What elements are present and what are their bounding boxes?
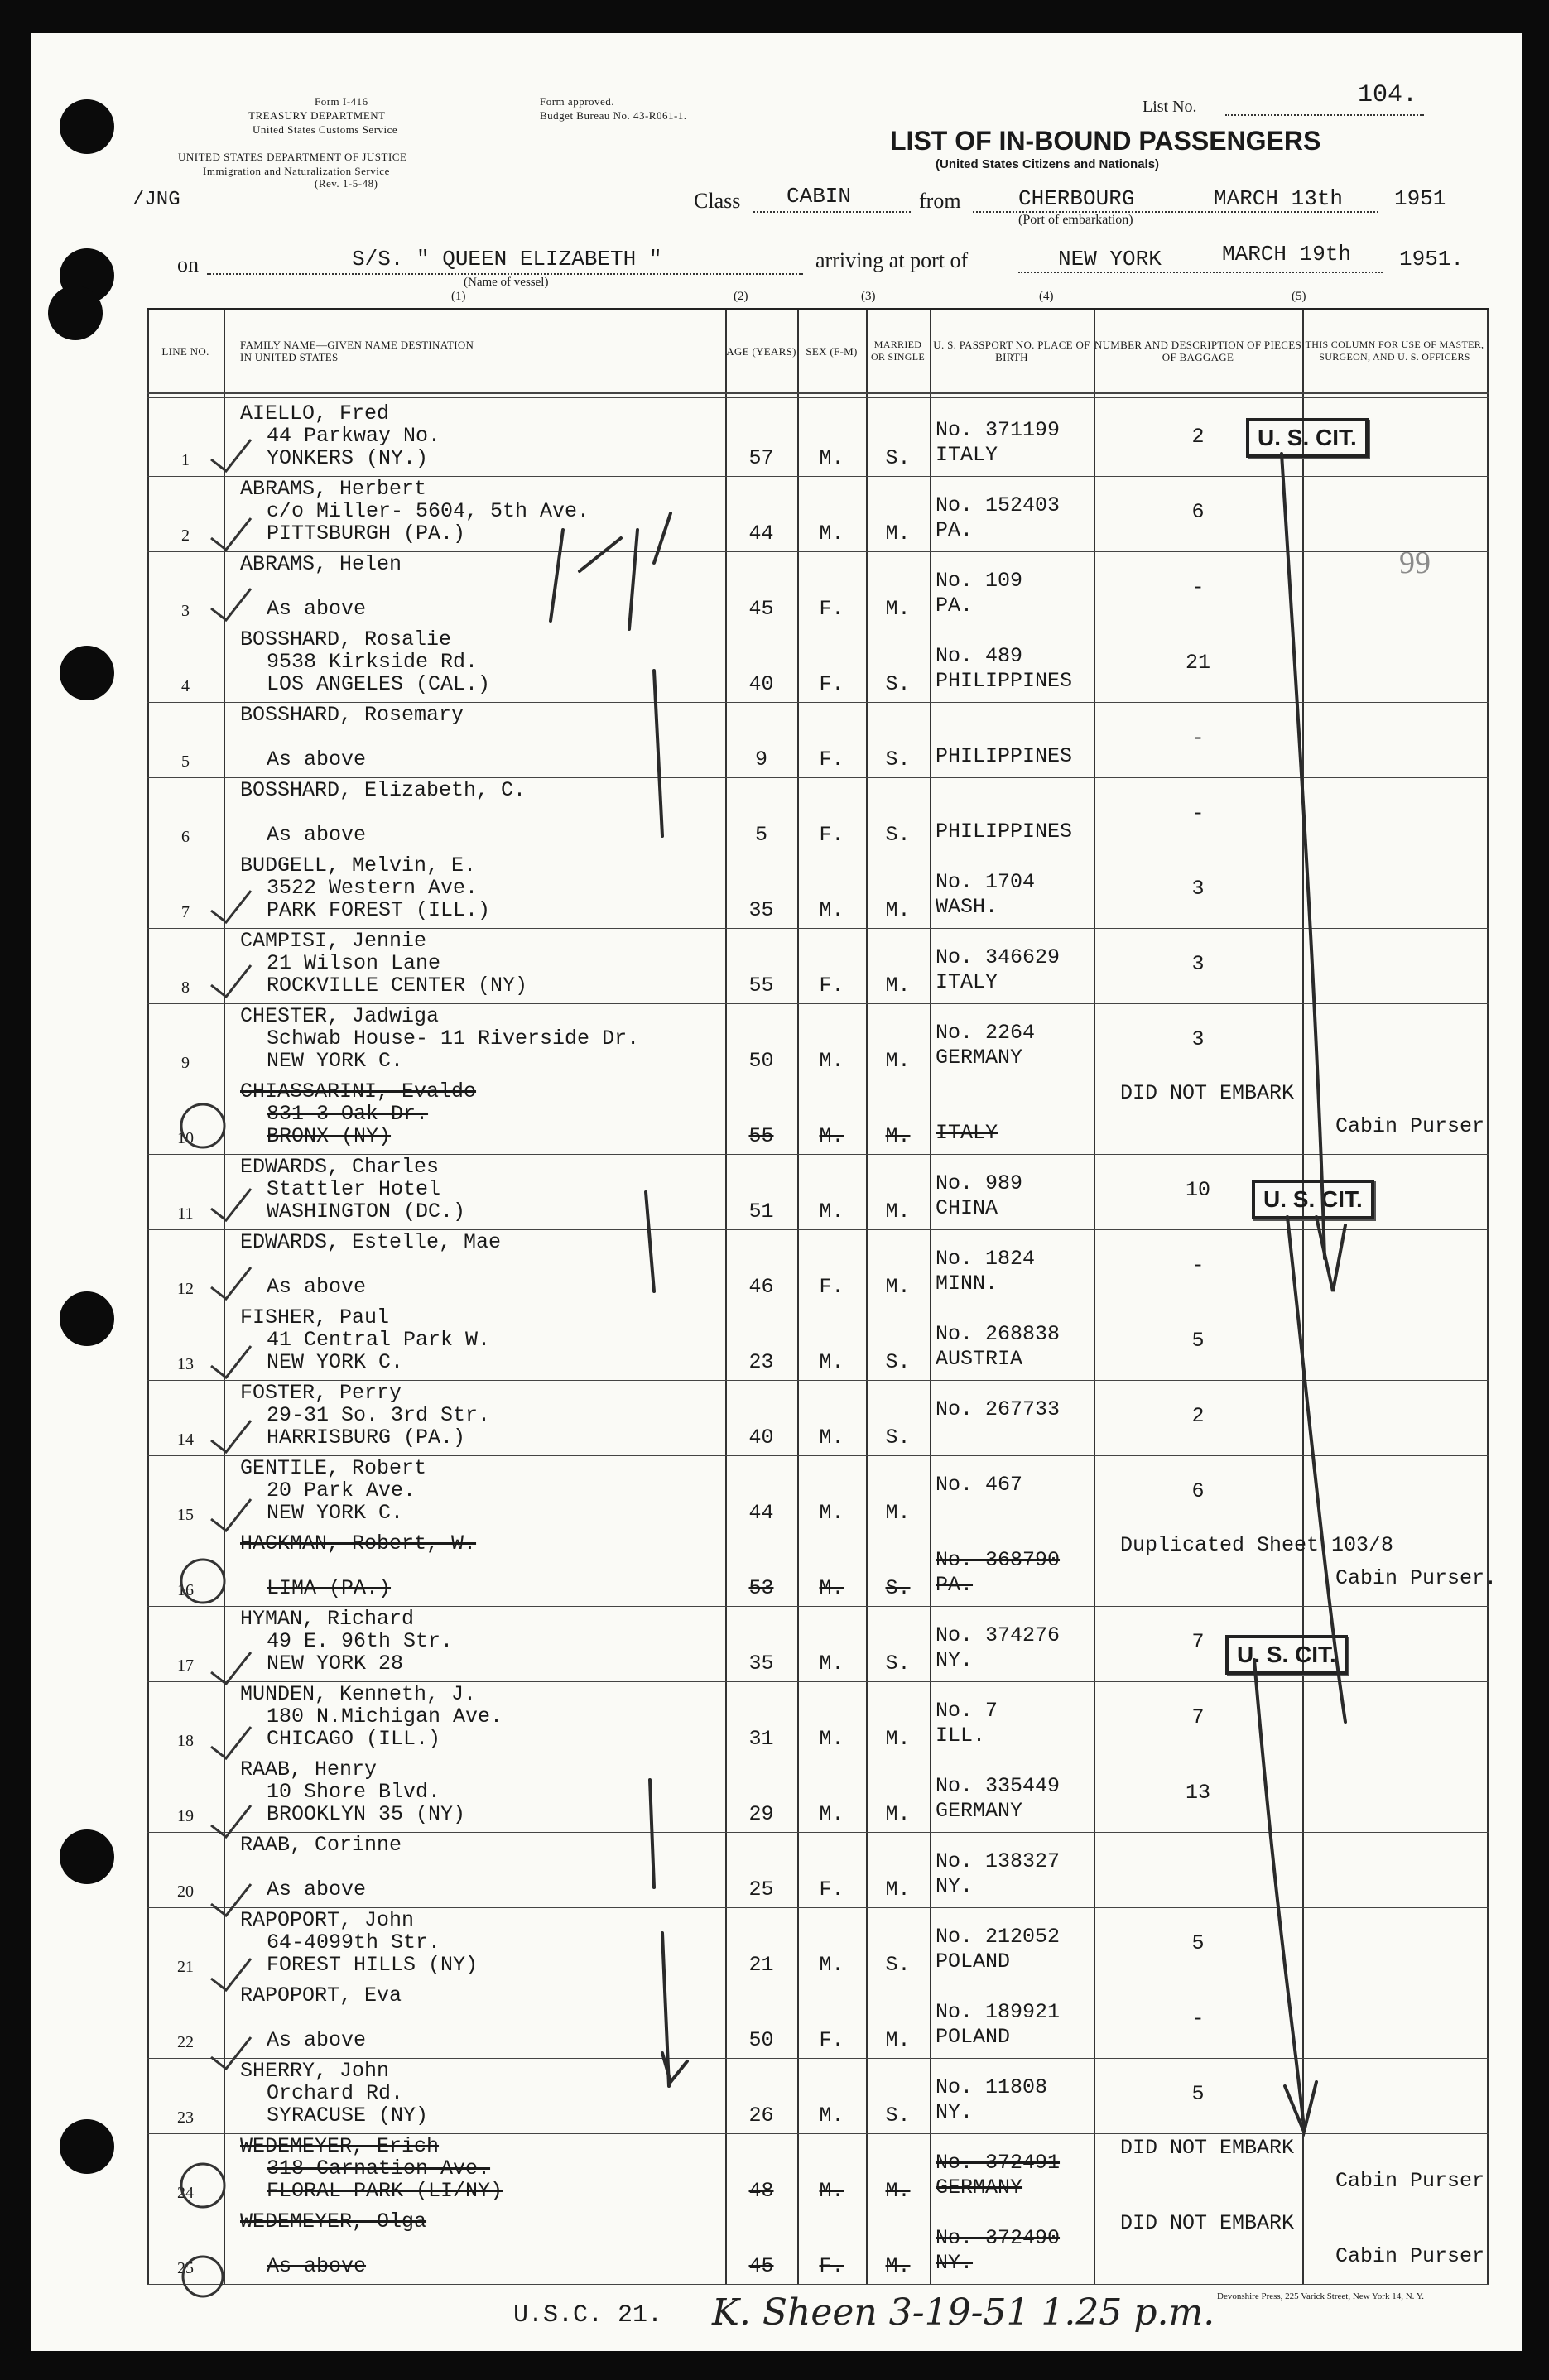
class-value: CABIN — [787, 184, 852, 209]
passport-number: No. 1704 — [936, 870, 1036, 894]
passenger-address: 318 Carnation Ave. — [267, 2156, 491, 2180]
header-age: AGE (YEARS) — [726, 344, 796, 358]
passport-number: No. 489 — [936, 644, 1023, 668]
passenger-marital: M. — [885, 597, 911, 621]
header-sex: SEX (F-M) — [806, 344, 858, 358]
place-of-birth: PA. — [936, 1573, 974, 1597]
passenger-age: 40 — [748, 672, 774, 696]
place-of-birth: MINN. — [936, 1272, 998, 1296]
passenger-sex: M. — [819, 1727, 844, 1751]
passenger-sex: M. — [819, 1576, 844, 1600]
passenger-marital: M. — [885, 974, 911, 998]
passenger-age: 35 — [748, 1652, 774, 1676]
passenger-name: HYMAN, Richard — [240, 1607, 415, 1631]
passenger-name: EDWARDS, Charles — [240, 1155, 440, 1179]
passenger-sex: M. — [819, 1953, 844, 1977]
baggage-count: 5 — [1191, 1329, 1205, 1353]
place-of-birth: NY. — [936, 2100, 974, 2124]
passenger-address: 44 Parkway No. — [267, 424, 441, 448]
line-number: 15 — [177, 1506, 194, 1524]
passenger-address: 9538 Kirkside Rd. — [267, 650, 479, 674]
baggage-count: - — [1191, 575, 1205, 599]
line-number: 1 — [181, 451, 190, 469]
header-baggage: NUMBER AND DESCRIPTION OF PIECES OF BAGGAGE — [1094, 339, 1302, 363]
baggage-count: 7 — [1191, 1630, 1205, 1654]
col-num-3: (3) — [861, 290, 876, 303]
passenger-name: GENTILE, Robert — [240, 1456, 427, 1480]
passenger-destination: NEW YORK 28 — [267, 1652, 404, 1676]
passenger-name: WEDEMEYER, Olga — [240, 2209, 427, 2233]
passenger-sex: M. — [819, 446, 844, 470]
passenger-name: WEDEMEYER, Erich — [240, 2134, 440, 2158]
passenger-sex: F. — [819, 2254, 844, 2278]
revision: (Rev. 1-5-48) — [315, 177, 378, 190]
baggage-count: 7 — [1191, 1705, 1205, 1729]
passenger-address: c/o Miller- 5604, 5th Ave. — [267, 499, 590, 523]
purser-note: Cabin Purser — [1335, 2169, 1485, 2193]
passenger-marital: S. — [885, 1652, 911, 1676]
header-line-no: LINE NO. — [161, 344, 209, 358]
passenger-age: 48 — [748, 2179, 774, 2203]
customs-service: United States Customs Service — [253, 123, 398, 136]
passenger-age: 45 — [748, 597, 774, 621]
passenger-sex: M. — [819, 1049, 844, 1073]
baggage-count: 2 — [1191, 425, 1205, 449]
place-of-birth: ILL. — [936, 1724, 986, 1748]
passport-number: No. 109 — [936, 569, 1023, 593]
passenger-destination: WASHINGTON (DC.) — [267, 1200, 466, 1224]
passenger-destination: LOS ANGELES (CAL.) — [267, 672, 491, 696]
passenger-name: CAMPISI, Jennie — [240, 929, 427, 953]
passenger-age: 25 — [748, 1878, 774, 1902]
passenger-sex: M. — [819, 1802, 844, 1826]
header-married: MARRIED OR SINGLE — [870, 339, 926, 363]
passenger-age: 46 — [748, 1275, 774, 1299]
passenger-destination: SYRACUSE (NY) — [267, 2104, 429, 2128]
port-note: (Port of embarkation) — [1018, 213, 1133, 227]
from-port: CHERBOURG — [1018, 186, 1135, 211]
baggage-count: 3 — [1191, 1027, 1205, 1051]
passenger-marital: S. — [885, 672, 911, 696]
passenger-name: RAPOPORT, Eva — [240, 1983, 402, 2007]
passenger-destination: FOREST HILLS (NY) — [267, 1953, 479, 1977]
passenger-address: 64-4099th Str. — [267, 1930, 441, 1954]
passenger-age: 53 — [748, 1576, 774, 1600]
passenger-sex: F. — [819, 974, 844, 998]
place-of-birth: GERMANY — [936, 2176, 1023, 2200]
passport-number: No. 7 — [936, 1699, 998, 1723]
treasury-dept: TREASURY DEPARTMENT — [248, 109, 386, 122]
line-number: 19 — [177, 1807, 194, 1825]
passenger-name: ABRAMS, Herbert — [240, 477, 427, 501]
col-num-2: (2) — [734, 290, 748, 303]
line-number: 10 — [177, 1129, 194, 1147]
passenger-destination: BROOKLYN 35 (NY) — [267, 1802, 466, 1826]
from-label: from — [919, 189, 961, 213]
arrival-port: NEW YORK — [1058, 247, 1162, 272]
passenger-marital: S. — [885, 446, 911, 470]
justice-dept: UNITED STATES DEPARTMENT OF JUSTICE — [178, 151, 407, 163]
baggage-count: 5 — [1191, 1931, 1205, 1955]
margin-stamp: 99 — [1399, 546, 1431, 580]
passenger-sex: F. — [819, 748, 844, 772]
passenger-name: ABRAMS, Helen — [240, 552, 402, 576]
passenger-destination: As above — [267, 1275, 367, 1299]
passport-number: No. 372490 — [936, 2226, 1061, 2250]
place-of-birth: NY. — [936, 1874, 974, 1898]
passenger-sex: M. — [819, 898, 844, 922]
passport-number: No. 267733 — [936, 1397, 1061, 1421]
passenger-destination: FLORAL PARK (LI/NY) — [267, 2179, 503, 2203]
passenger-destination: As above — [267, 1878, 367, 1902]
line-number: 14 — [177, 1430, 194, 1449]
place-of-birth: ITALY — [936, 443, 998, 467]
passenger-name: BOSSHARD, Rosalie — [240, 627, 452, 651]
line-number: 7 — [181, 903, 190, 921]
passenger-age: 31 — [748, 1727, 774, 1751]
passenger-sex: M. — [819, 2104, 844, 2128]
line-number: 22 — [177, 2033, 194, 2051]
passenger-age: 29 — [748, 1802, 774, 1826]
vessel-note: (Name of vessel) — [464, 276, 549, 289]
passport-number: No. 1824 — [936, 1247, 1036, 1271]
passenger-sex: M. — [819, 1200, 844, 1224]
passenger-age: 21 — [748, 1953, 774, 1977]
passenger-marital: M. — [885, 1802, 911, 1826]
place-of-birth: CHINA — [936, 1196, 998, 1220]
passenger-address: 20 Park Ave. — [267, 1478, 416, 1503]
passport-number: No. 372491 — [936, 2151, 1061, 2175]
passenger-destination: CHICAGO (ILL.) — [267, 1727, 441, 1751]
place-of-birth: PHILIPPINES — [936, 744, 1073, 768]
passenger-marital: S. — [885, 748, 911, 772]
passenger-address: Orchard Rd. — [267, 2081, 404, 2105]
passenger-age: 55 — [748, 974, 774, 998]
passenger-marital: M. — [885, 2179, 911, 2203]
passenger-sex: M. — [819, 2179, 844, 2203]
passenger-name: CHIASSARINI, Evaldo — [240, 1079, 477, 1103]
on-label: on — [177, 252, 199, 276]
passport-number: No. 346629 — [936, 945, 1061, 969]
passenger-address: 41 Central Park W. — [267, 1328, 491, 1352]
passenger-destination: YONKERS (NY.) — [267, 446, 429, 470]
passport-number: No. 2264 — [936, 1021, 1036, 1045]
departure-date: MARCH 13th — [1214, 186, 1344, 211]
purser-note: Cabin Purser. — [1335, 1566, 1498, 1590]
passenger-destination: As above — [267, 597, 367, 621]
baggage-count: 5 — [1191, 2082, 1205, 2106]
passenger-name: HACKMAN, Robert, W. — [240, 1531, 477, 1555]
passenger-destination: NEW YORK C. — [267, 1501, 404, 1525]
passenger-marital: M. — [885, 2028, 911, 2052]
baggage-count: 13 — [1185, 1781, 1210, 1805]
passenger-destination: ROCKVILLE CENTER (NY) — [267, 974, 528, 998]
inspector-signature: K. Sheen 3-19-51 1.25 p.m. — [712, 2291, 1215, 2334]
passenger-marital: S. — [885, 1576, 911, 1600]
passenger-marital: M. — [885, 1275, 911, 1299]
passenger-name: EDWARDS, Estelle, Mae — [240, 1230, 502, 1254]
passenger-destination: NEW YORK C. — [267, 1049, 404, 1073]
passport-number: No. 374276 — [936, 1623, 1061, 1647]
line-number: 11 — [177, 1204, 194, 1223]
header-name: FAMILY NAME—GIVEN NAME DESTINATION IN UNITED STATES — [240, 339, 474, 363]
status-note: DID NOT EMBARK — [1120, 1081, 1295, 1105]
baggage-count: 6 — [1191, 1479, 1205, 1503]
passenger-marital: M. — [885, 1878, 911, 1902]
passenger-age: 40 — [748, 1426, 774, 1450]
place-of-birth: AUSTRIA — [936, 1347, 1023, 1371]
baggage-count: 21 — [1185, 651, 1210, 675]
form-number: Form I-416 — [315, 95, 368, 108]
place-of-birth: PHILIPPINES — [936, 820, 1073, 844]
us-citizen-stamp: U. S. CIT. — [1246, 418, 1369, 458]
col-num-1: (1) — [451, 290, 466, 303]
passenger-sex: F. — [819, 672, 844, 696]
line-number: 5 — [181, 752, 190, 771]
list-no-value: 104. — [1358, 81, 1418, 109]
arriving-label: arriving at port of — [815, 248, 969, 272]
passenger-destination: As above — [267, 823, 367, 847]
arrival-date: MARCH 19th — [1222, 242, 1352, 267]
place-of-birth: POLAND — [936, 2025, 1011, 2049]
place-of-birth: NY. — [936, 1648, 974, 1672]
passenger-destination: As above — [267, 2254, 367, 2278]
line-number: 25 — [177, 2259, 194, 2277]
passenger-name: MUNDEN, Kenneth, J. — [240, 1682, 477, 1706]
passenger-name: BOSSHARD, Rosemary — [240, 703, 464, 727]
form-subtitle: (United States Citizens and Nationals) — [936, 157, 1160, 171]
passenger-address: 49 E. 96th Str. — [267, 1629, 454, 1653]
passenger-address: Schwab House- 11 Riverside Dr. — [267, 1027, 640, 1051]
line-number: 16 — [177, 1581, 194, 1599]
baggage-count: 3 — [1191, 877, 1205, 901]
place-of-birth: POLAND — [936, 1950, 1011, 1974]
passenger-address: 3522 Western Ave. — [267, 876, 479, 900]
passenger-marital: M. — [885, 1124, 911, 1148]
baggage-count: - — [1191, 801, 1205, 825]
clerk-initials: /JNG — [132, 189, 180, 211]
passenger-destination: BRONX (NY) — [267, 1124, 392, 1148]
baggage-count: 3 — [1191, 952, 1205, 976]
passport-number: No. 989 — [936, 1171, 1023, 1195]
line-number: 21 — [177, 1958, 194, 1976]
passport-number: No. 335449 — [936, 1774, 1061, 1798]
form-approved: Form approved. — [540, 95, 615, 108]
passenger-age: 50 — [748, 1049, 774, 1073]
header-officers: THIS COLUMN FOR USE OF MASTER, SURGEON, AND U. S. OFFICERS — [1305, 339, 1484, 363]
passenger-age: 51 — [748, 1200, 774, 1224]
line-number: 12 — [177, 1280, 194, 1298]
baggage-count: - — [1191, 726, 1205, 750]
passenger-age: 45 — [748, 2254, 774, 2278]
baggage-count: 6 — [1191, 500, 1205, 524]
line-number: 8 — [181, 978, 190, 997]
list-no-label: List No. — [1143, 98, 1197, 116]
passenger-marital: M. — [885, 1200, 911, 1224]
line-number: 18 — [177, 1732, 194, 1750]
passenger-name: AIELLO, Fred — [240, 401, 390, 426]
passenger-age: 5 — [754, 823, 767, 847]
vessel-name: S/S. " QUEEN ELIZABETH " — [352, 247, 662, 272]
us-citizen-stamp: U. S. CIT. — [1252, 1180, 1374, 1219]
place-of-birth: ITALY — [936, 1121, 998, 1145]
place-of-birth: PA. — [936, 518, 974, 542]
passenger-sex: F. — [819, 597, 844, 621]
passenger-sex: M. — [819, 1124, 844, 1148]
place-of-birth: NY. — [936, 2251, 974, 2275]
line-number: 4 — [181, 677, 190, 695]
passenger-age: 44 — [748, 1501, 774, 1525]
passenger-age: 44 — [748, 522, 774, 546]
departure-year: 1951 — [1394, 186, 1446, 211]
passenger-address: 29-31 So. 3rd Str. — [267, 1403, 491, 1427]
printer-credit: Devonshire Press, 225 Varick Street, New York 14, N. Y. — [1217, 2291, 1425, 2301]
passenger-sex: F. — [819, 1275, 844, 1299]
baggage-count: - — [1191, 1253, 1205, 1277]
passenger-address: 180 N.Michigan Ave. — [267, 1704, 503, 1729]
passenger-marital: S. — [885, 2104, 911, 2128]
passenger-sex: F. — [819, 823, 844, 847]
passenger-destination: LIMA (PA.) — [267, 1576, 392, 1600]
passenger-name: BOSSHARD, Elizabeth, C. — [240, 778, 527, 802]
passenger-marital: M. — [885, 522, 911, 546]
passport-number: No. 138327 — [936, 1849, 1061, 1873]
passenger-address: Stattler Hotel — [267, 1177, 441, 1201]
line-number: 6 — [181, 828, 190, 846]
passenger-name: FOSTER, Perry — [240, 1381, 402, 1405]
passenger-age: 23 — [748, 1350, 774, 1374]
passenger-destination: As above — [267, 2028, 367, 2052]
status-note: DID NOT EMBARK — [1120, 2211, 1295, 2235]
passenger-destination: As above — [267, 748, 367, 772]
passenger-marital: M. — [885, 1501, 911, 1525]
passenger-name: RAPOPORT, John — [240, 1908, 415, 1932]
status-note: DID NOT EMBARK — [1120, 2136, 1295, 2160]
passenger-name: FISHER, Paul — [240, 1305, 390, 1329]
place-of-birth: PHILIPPINES — [936, 669, 1073, 693]
passenger-address: 831 3 Oak Dr. — [267, 1102, 429, 1126]
passenger-marital: M. — [885, 2254, 911, 2278]
us-citizen-stamp: U. S. CIT. — [1225, 1635, 1348, 1675]
place-of-birth: GERMANY — [936, 1046, 1023, 1070]
line-number: 13 — [177, 1355, 194, 1373]
place-of-birth: ITALY — [936, 970, 998, 994]
passenger-sex: M. — [819, 1652, 844, 1676]
passenger-age: 35 — [748, 898, 774, 922]
passenger-marital: S. — [885, 1426, 911, 1450]
status-note: Duplicated Sheet 103/8 — [1120, 1533, 1394, 1557]
passenger-marital: M. — [885, 1727, 911, 1751]
passenger-sex: M. — [819, 1350, 844, 1374]
passenger-name: RAAB, Henry — [240, 1757, 378, 1781]
passenger-age: 55 — [748, 1124, 774, 1148]
passenger-name: BUDGELL, Melvin, E. — [240, 853, 477, 877]
passport-number: No. 467 — [936, 1473, 1023, 1497]
passenger-age: 50 — [748, 2028, 774, 2052]
line-number: 24 — [177, 2184, 194, 2202]
passenger-destination: PITTSBURGH (PA.) — [267, 522, 466, 546]
passenger-sex: F. — [819, 2028, 844, 2052]
class-label: Class — [694, 189, 741, 213]
passenger-address: 21 Wilson Lane — [267, 951, 441, 975]
passenger-age: 57 — [748, 446, 774, 470]
passenger-age: 26 — [748, 2104, 774, 2128]
passenger-name: RAAB, Corinne — [240, 1833, 402, 1857]
ins-service: Immigration and Naturalization Service — [203, 165, 390, 177]
form-title: LIST OF IN-BOUND PASSENGERS — [890, 126, 1321, 156]
passport-number: No. 11808 — [936, 2075, 1048, 2099]
passenger-marital: M. — [885, 898, 911, 922]
passenger-address: 10 Shore Blvd. — [267, 1780, 441, 1804]
passenger-destination: NEW YORK C. — [267, 1350, 404, 1374]
passenger-marital: S. — [885, 1350, 911, 1374]
baggage-count: - — [1191, 2007, 1205, 2031]
passenger-name: SHERRY, John — [240, 2059, 390, 2083]
baggage-count: 2 — [1191, 1404, 1205, 1428]
place-of-birth: PA. — [936, 594, 974, 618]
passenger-marital: S. — [885, 823, 911, 847]
header-passport: U. S. PASSPORT NO. PLACE OF BIRTH — [933, 339, 1090, 363]
arrival-year: 1951. — [1399, 247, 1465, 272]
line-number: 3 — [181, 602, 190, 620]
baggage-count: 10 — [1185, 1178, 1210, 1202]
passport-number: No. 368790 — [936, 1548, 1061, 1572]
passenger-sex: M. — [819, 1501, 844, 1525]
passport-number: No. 268838 — [936, 1322, 1061, 1346]
line-number: 17 — [177, 1656, 194, 1675]
purser-note: Cabin Purser — [1335, 1114, 1485, 1138]
budget-bureau: Budget Bureau No. 43-R061-1. — [540, 109, 687, 122]
passenger-name: CHESTER, Jadwiga — [240, 1004, 440, 1028]
passenger-marital: S. — [885, 1953, 911, 1977]
passenger-sex: M. — [819, 522, 844, 546]
line-number: 23 — [177, 2108, 194, 2127]
place-of-birth: WASH. — [936, 895, 998, 919]
line-number: 9 — [181, 1054, 190, 1072]
passport-number: No. 371199 — [936, 418, 1061, 442]
passenger-marital: M. — [885, 1049, 911, 1073]
line-number: 2 — [181, 526, 190, 545]
passenger-destination: HARRISBURG (PA.) — [267, 1426, 466, 1450]
passenger-destination: PARK FOREST (ILL.) — [267, 898, 491, 922]
place-of-birth: GERMANY — [936, 1799, 1023, 1823]
passenger-sex: F. — [819, 1878, 844, 1902]
passport-number: No. 152403 — [936, 493, 1061, 517]
passport-number: No. 212052 — [936, 1925, 1061, 1949]
passenger-age: 9 — [754, 748, 767, 772]
passenger-sex: M. — [819, 1426, 844, 1450]
usc-code: U.S.C. 21. — [513, 2301, 663, 2330]
line-number: 20 — [177, 1882, 194, 1901]
col-num-5: (5) — [1292, 290, 1306, 303]
passport-number: No. 189921 — [936, 2000, 1061, 2024]
purser-note: Cabin Purser — [1335, 2244, 1485, 2268]
col-num-4: (4) — [1039, 290, 1054, 303]
